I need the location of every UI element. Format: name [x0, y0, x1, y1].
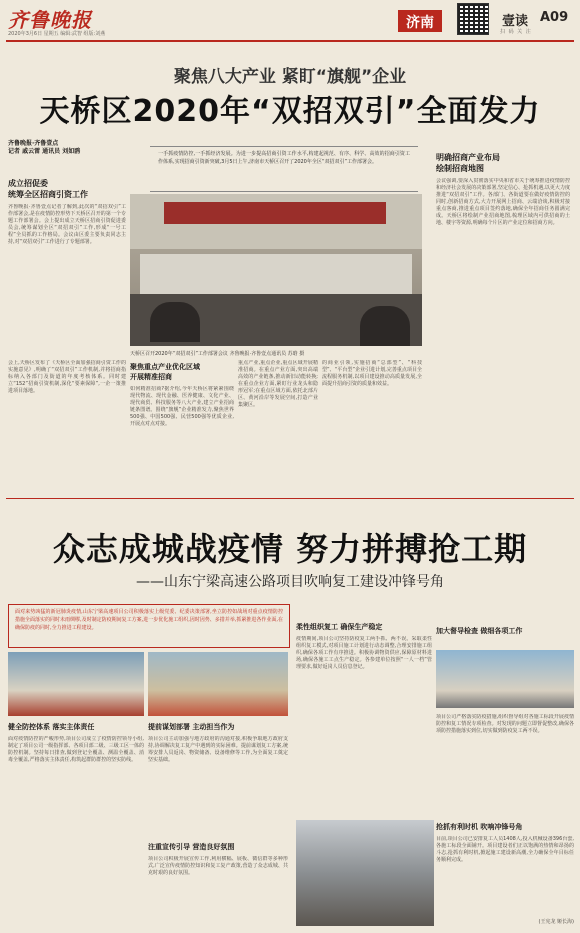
- feature-body6: 目前,项目公司已安排复工人员1408人,投入机械设备396台套,各施工标段全面铺开。项目建设者们正以饱满的热情和昂扬的斗志,抢抓有利时机,掀起施工建设新高潮,全力确保全年目标任务顺利完成。: [436, 836, 574, 863]
- page-number: A09: [540, 10, 569, 25]
- section-sub: 壹读: [502, 14, 529, 29]
- lead-col1: 齐鲁晚报·齐鲁壹点记者了解到,此次的“双招双引”工作部署会,是在疫情防控形势下天桥区召开的第一个专题工作部署会。会上提出成立天桥区招商引资促进委员会,统筹谋划全区“双招双引”工作,形成“一号工程”全员抓的工作格局。会议由区委主要负责同志主持,对“双招双引”工作进行了专题部署。: [8, 204, 126, 245]
- feature-headline: 众志成城战疫情 努力拼搏抢工期: [52, 530, 528, 568]
- qr-caption: 扫 码 关 注: [500, 29, 532, 35]
- feature-photo-4: [296, 820, 434, 926]
- masthead-rule: [6, 40, 574, 42]
- feature-byline: (王宪龙 姬长海): [538, 919, 574, 925]
- lead-headline: 天桥区2020年“双招双引”全面发力: [39, 94, 541, 129]
- feature-photo-1: [8, 652, 144, 716]
- lead-sub1: 成立招促委 统筹全区招商引资工作: [8, 179, 88, 199]
- newspaper-logo: 齐鲁晚报: [8, 8, 92, 32]
- lead-col3: 重点产业,重点企业,重点区域开展精准招商。在重点产业方面,突出高端高效的产业链条,推动新旧动能转换;在重点企业方面,紧盯行业龙头和隐形冠军;在重点区域方面,依托北部片区、黄河沿岸等发展空间,打造产业集聚区。: [238, 360, 318, 408]
- lead-photo-caption: 天桥区召开2020年“双招双引”工作部署会议 齐鲁晚报·齐鲁壹点通讯员 苏晗 摄: [130, 351, 305, 357]
- feature-subhead: ——山东宁梁高速公路项目吹响复工建设冲锋号角: [136, 574, 444, 590]
- feature-intro: 面对来势凶猛的新冠肺炎疫情,山东宁梁高速项目公司积极落实上级党委、纪委决策部署,坐立防控如战场对重点疫情防控措施全面落实的同时未雨绸缪,及时制定防疫期间复工方案,进一步优化施工组织,因时因势、多措并举,抓紧推进各作业面,在确保防疫的同时,全力推进工程建设。: [15, 609, 283, 631]
- feature-sub3: 注重宣传引导 营造良好氛围: [148, 843, 235, 851]
- lead-summary-box: [150, 146, 418, 192]
- masthead: [0, 0, 580, 44]
- section-divider: [6, 498, 574, 499]
- lead-col1b: 会上,天桥区发布了《天桥区全面加强招商引资工作的实施意见》,明确了“双招双引”工作机制,并将招商指标纳入各部门及街道的年度考核体系。同时建立“152”招商引资机制,深化“要素保障”,一企一策推进项目落地。: [8, 360, 126, 394]
- lead-col5: 会议强调,要深入贯彻落实中央和省市关于统筹推进疫情防控和经济社会发展的决策部署,坚定信心、抢抓机遇,以更大力度推进“双招双引”工作。各部门、各街道要在做好疫情防控的同时,创新招商方式,大力开展网上招商、云端洽谈,积极对接重点客商,推进重点项目签约落地,确保全年招商任务圆满完成。天桥区将绘制产业招商地图,梳理区域内可供招商的土地、楼宇等资源,明确每个片区的产业定位和招商方向。: [436, 178, 570, 226]
- lead-col2: 如何精准招商?据介绍,今年天桥区将紧紧围绕现代物流、现代金融、医养健康、文化产业、现代商贸、科技服务等八大产业,建立产业招商链条图谱。围绕“旗舰”企业精准发力,聚焦世界500强、中国500强、民营500强等优质企业,开展点对点对接。: [130, 386, 234, 427]
- feature-intro-box: [8, 604, 290, 648]
- qr-code: [457, 3, 489, 35]
- feature-sub1: 健全防控体系 落实主体责任: [8, 723, 95, 731]
- feature-sub4: 柔性组织复工 确保生产稳定: [296, 623, 383, 631]
- dateline: 2020年3月6日 星期五 编辑:武智 组版:刘燕: [8, 31, 106, 37]
- feature-sub2: 提前谋划部署 主动担当作为: [148, 723, 235, 731]
- lead-summary: 一手抓疫情防控,一手抓经济发展。为进一步提高招商引资工作水平,构建起视范、有序、科学、高效的招商引资工作体系,实现招商引资新突破,3月5日上午,济南市天桥区召开了2020年全区“双招双引”工作部署会。: [158, 151, 410, 165]
- lead-kicker: 聚焦八大产业 紧盯“旗舰”企业: [173, 67, 407, 87]
- lead-sub2: 聚焦重点产业优化区域 开展精准招商: [130, 363, 200, 381]
- feature-body1: 面对疫情防控的严峻形势,项目公司成立了疫情防控领导小组,制定了项目公司一级指挥部、各项目部二级、三级工区一体的防控机制。坚持每日排查,做到登记全覆盖、测温全覆盖、消毒全覆盖,严格落实主体责任,构筑起群防群控的坚实防线。: [8, 736, 144, 763]
- lead-photo: [130, 194, 422, 346]
- lead-sub3: 明确招商产业布局 绘制招商地图: [436, 153, 500, 173]
- feature-photo-2: [148, 652, 288, 716]
- feature-body4: 疫情期间,项目公司坚持防疫复工两手抓、两不误。采取柔性组织复工模式,对项目施工计划进行动态调整,合理安排施工组织,确保各项工作有序推进。积极协调物资供应,保障原材料进场,确保各施工工点生产稳定。各参建单位按照“一人一档”管理要求,做好返岗人员信息登记。: [296, 636, 432, 670]
- feature-sub5: 加大督导检查 做细各项工作: [436, 627, 523, 635]
- feature-body3: 项目公司积极开展宣传工作,利用横幅、展板、微信群等多种形式,广泛宣传疫情防控知识和复工复产政策,营造了众志成城、共克时艰的良好氛围。: [148, 856, 288, 876]
- feature-photo-3: [436, 650, 574, 708]
- feature-body5: 项目公司严格落实防疫措施,组织督导组对各施工标段开展疫情防控和复工情况专项检查。对发现的问题立即督促整改,确保各项防控措施落实到位,切实做到防疫复工两不误。: [436, 714, 574, 734]
- lead-col4: 的商业引领,实施招商“总部型”、“科技型”、“平台型”企业引进计划,完善重点项目全流程服务机制,以项目建设推动高质量发展,全面提升招商引资的质量和效益。: [322, 360, 422, 387]
- feature-body2: 项目公司主动加强与地方政府的沟通对接,积极争取地方政府支持,协调解决复工复产中遇到的实际困难。提前谋划复工方案,统筹安排人员返岗、物资储备、设备维修等工作,为全面复工奠定坚实基础。: [148, 736, 288, 763]
- feature-sub6: 抢抓有利时机 吹响冲锋号角: [436, 823, 523, 831]
- lead-byline: 齐鲁晚报·齐鲁壹点 记者 戚云雷 通讯员 刘如鸥: [8, 140, 81, 155]
- section-label: 济南: [406, 15, 434, 31]
